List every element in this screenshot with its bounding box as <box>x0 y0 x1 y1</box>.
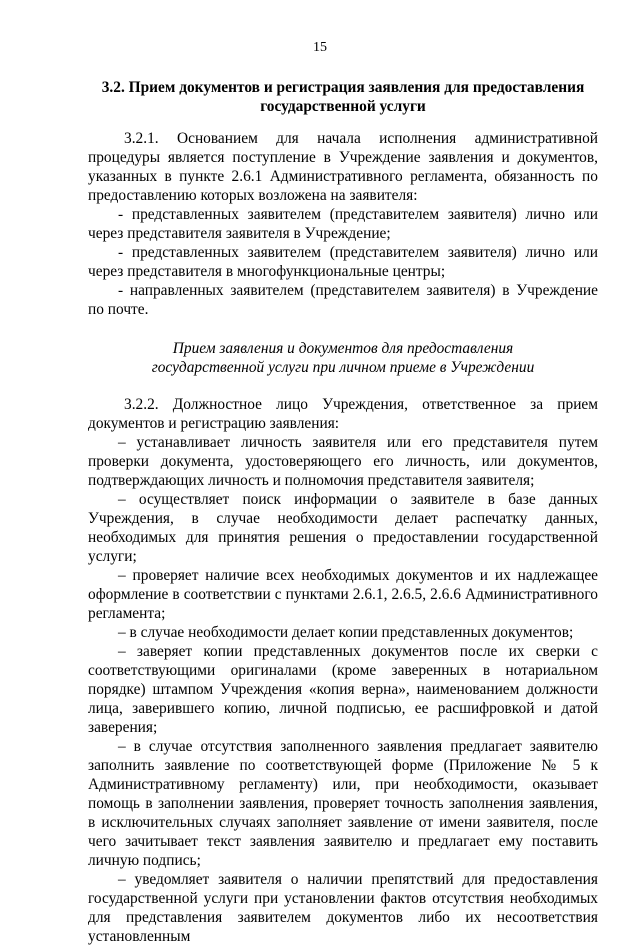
subheading-line-2: государственной услуги при личном приеме в Учреждении <box>151 359 535 376</box>
list-item: – в случае необходимости делает копии представленных документов; <box>118 624 574 641</box>
list-item: - представленных заявителем (представителем заявителя) лично или через представителя заявителя в Учреждение; <box>88 206 598 242</box>
document-body <box>88 129 598 946</box>
section-title-line-2: государственной услуги <box>260 98 426 115</box>
list-item: – в случае отсутствия заполненного заявления предлагает заявителю заполнить заявление по соответствующей форме (Приложение № 5 к Административному регламенту) или, при необходимости, оказывает помощь в заполнении заявления, проверяет точность заполнения заявления, в исключительных случаях заполняет заявление от имени заявителя, после чего зачитывает текст заявления заявителю и предлагает ему поставить личную подпись; <box>88 738 598 869</box>
list-item: – устанавливает личность заявителя или его представителя путем проверки документа, удостоверяющего его личность, или документов, подтверждающих личность и полномочия представителя заявителя; <box>88 434 598 489</box>
list-item: – осуществляет поиск информации о заявителе в базе данных Учреждения, в случае необходимости делает распечатку данных, необходимых для принятия решения о предоставлении государственной услуги; <box>88 491 598 565</box>
subheading <box>88 339 598 377</box>
paragraph-3-2-2: 3.2.2. Должностное лицо Учреждения, ответственное за прием документов и регистрацию заявления: <box>88 396 598 432</box>
section-title-line-1: 3.2. Прием документов и регистрация заявления для предоставления <box>101 79 585 96</box>
subheading-line-1: Прием заявления и документов для предоставления <box>172 340 514 357</box>
section-title <box>88 78 598 116</box>
page-number: 15 <box>313 40 327 55</box>
paragraph-3-2-1: 3.2.1. Основанием для начала исполнения административной процедуры является поступление в Учреждение заявления и документов, указанных в пункте 2.6.1 Административного регламента, обязанность по предоставлению которых возложена на заявителя: <box>88 130 598 204</box>
list-item: – уведомляет заявителя о наличии препятствий для предоставления государственной услуги при установлении фактов отсутствия необходимых для представления заявителем документов либо их несоответствия установленным <box>88 871 598 945</box>
list-item: – заверяет копии представленных документов после их сверки с соответствующими оригиналами (кроме заверенных в нотариальном порядке) штампом Учреждения «копия верна», наименованием должности лица, заверившего копию, личной подписью, ее расшифровкой и датой заверения; <box>88 643 598 736</box>
list-item: - направленных заявителем (представителем заявителя) в Учреждение по почте. <box>88 282 598 318</box>
list-item: - представленных заявителем (представителем заявителя) лично или через представителя в многофункциональные центры; <box>88 244 598 280</box>
list-item: – проверяет наличие всех необходимых документов и их надлежащее оформление в соответствии с пунктами 2.6.1, 2.6.5, 2.6.6 Административного регламента; <box>88 567 598 622</box>
